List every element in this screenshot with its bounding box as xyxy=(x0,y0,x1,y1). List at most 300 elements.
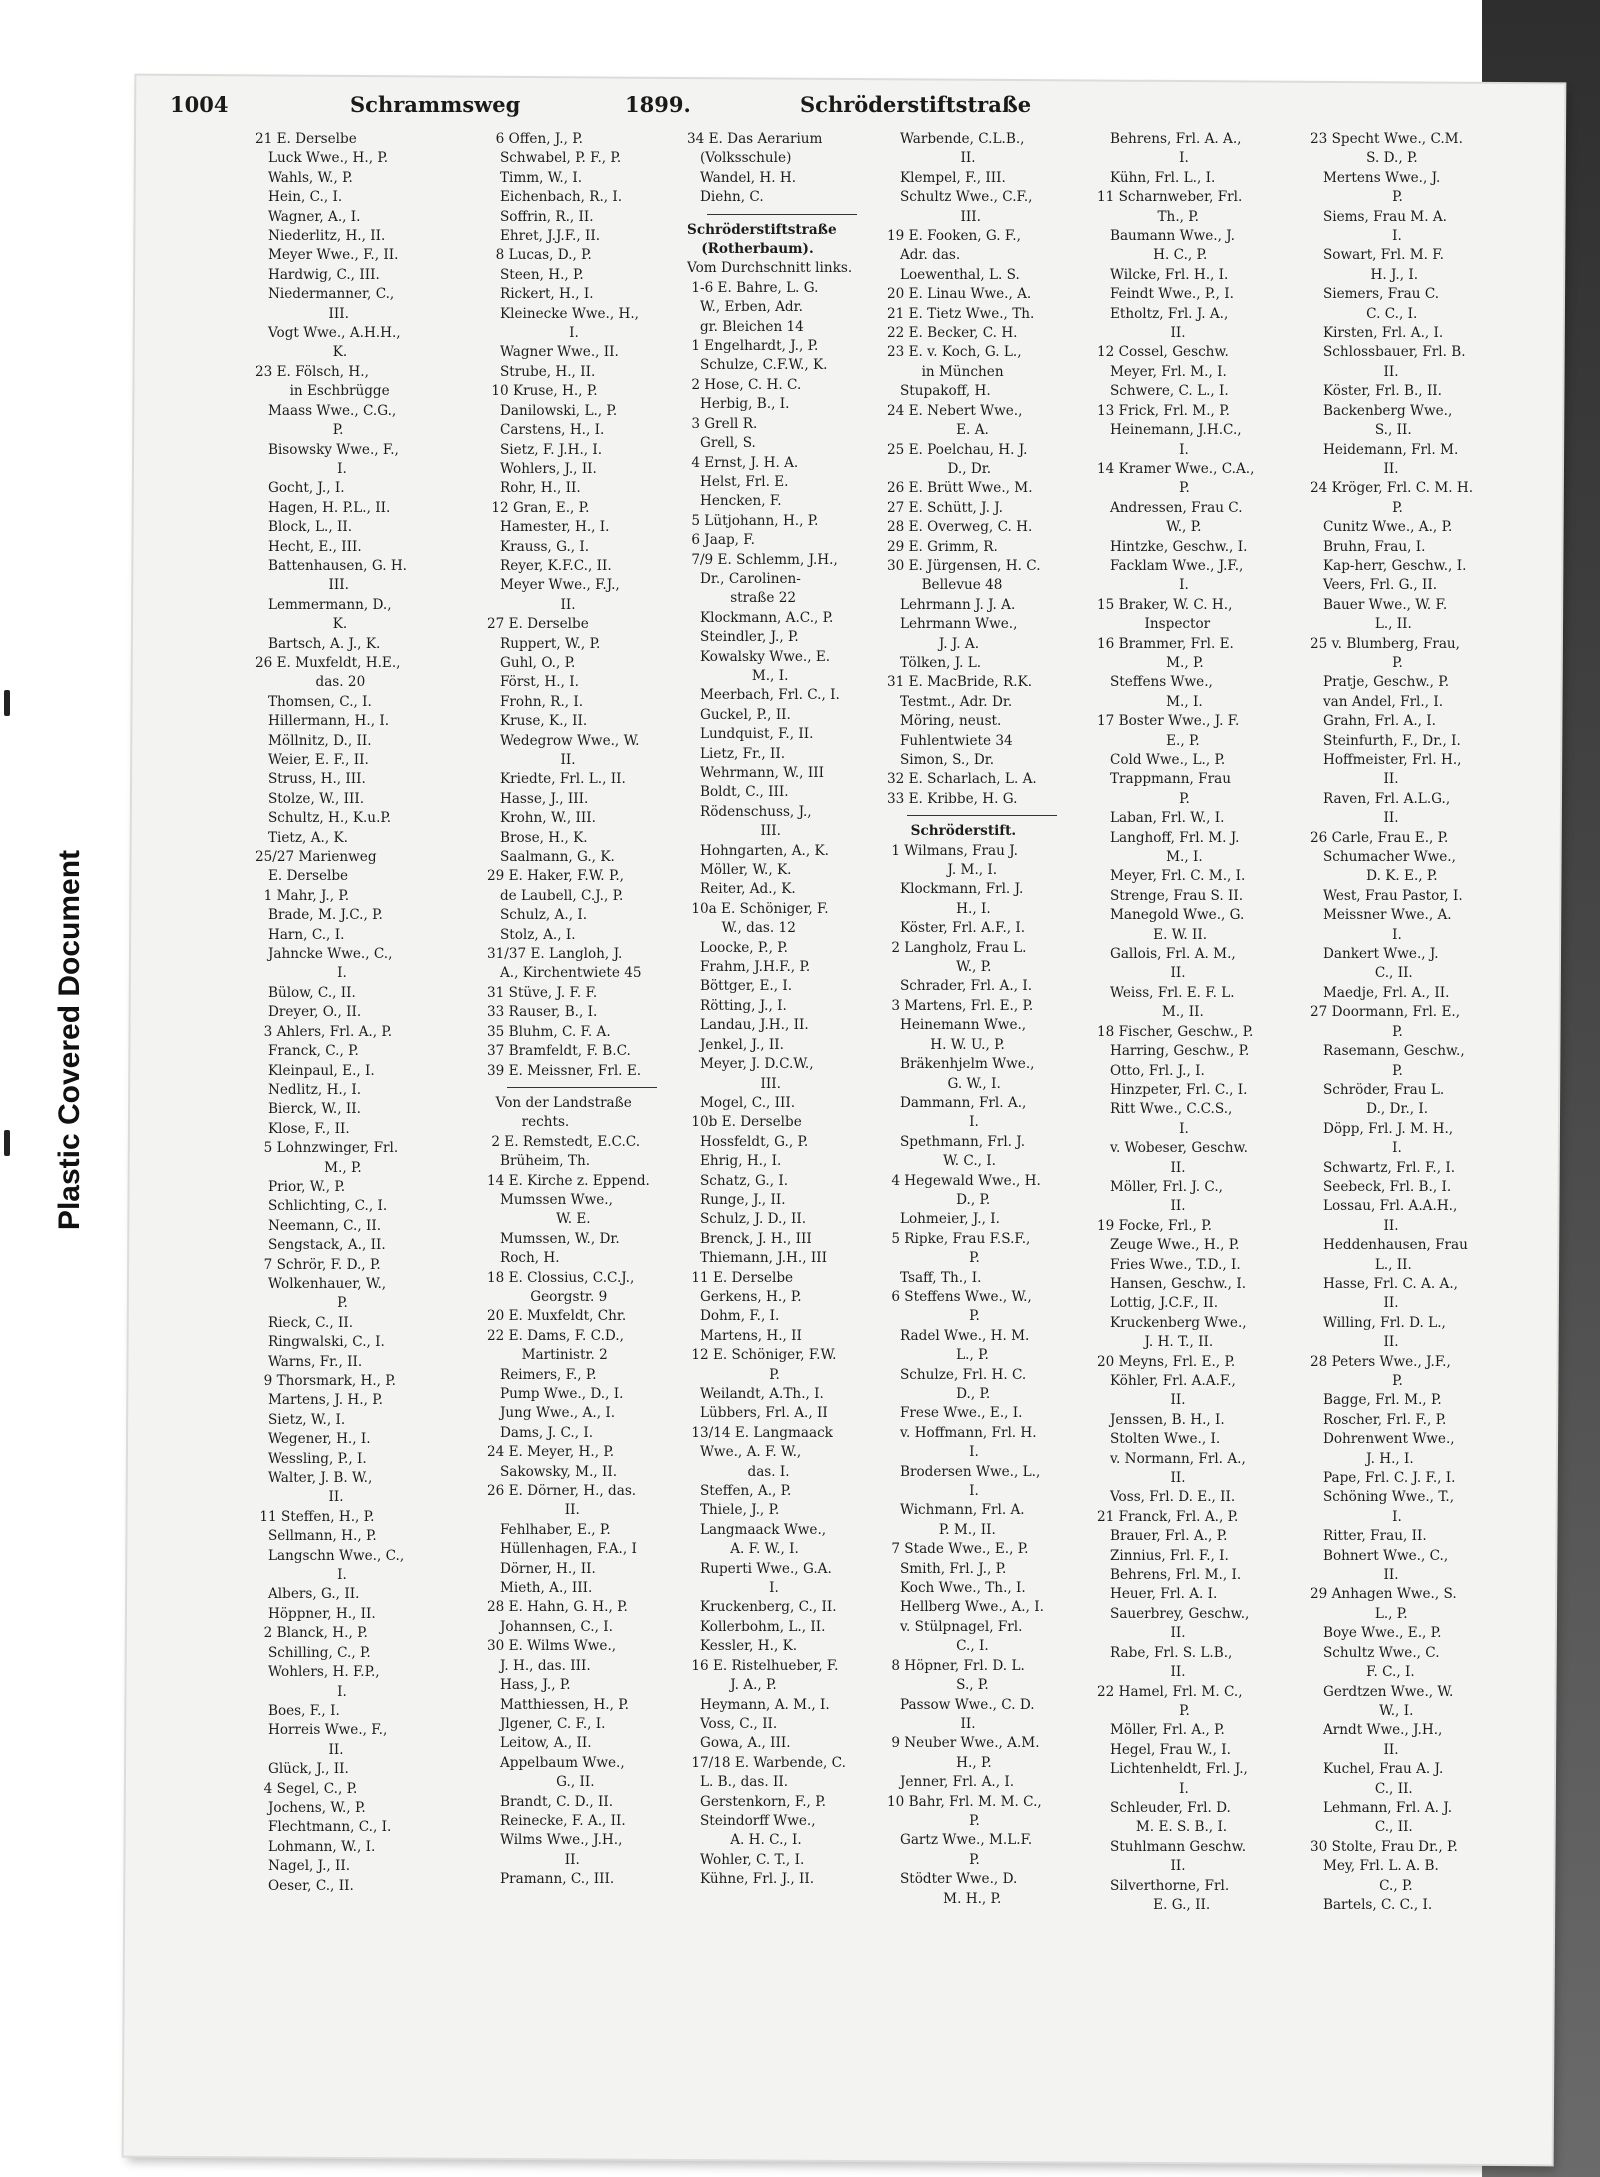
directory-line: M., I. xyxy=(1097,693,1203,710)
directory-line: Boldt, C., III. xyxy=(687,784,789,801)
directory-line: Albers, G., II. xyxy=(255,1586,360,1603)
directory-line: 25/27 Marienweg xyxy=(255,849,377,866)
directory-line: Hecht, E., III. xyxy=(255,538,362,555)
directory-line: Carstens, H., I. xyxy=(487,422,605,439)
directory-line: Bierck, W., II. xyxy=(255,1101,361,1118)
directory-line: Mey, Frl. L. A. B. xyxy=(1310,1858,1439,1875)
directory-line: Soffrin, R., II. xyxy=(487,208,594,225)
directory-line: P. xyxy=(1310,1062,1403,1079)
directory-line: E. W. II. xyxy=(1097,926,1208,943)
directory-line: II. xyxy=(1310,1334,1399,1351)
year-label: 1899. xyxy=(625,92,691,117)
column-1 xyxy=(255,130,460,2060)
directory-line: Först, H., I. xyxy=(487,674,579,691)
directory-line: Stödter Wwe., D. xyxy=(887,1871,1018,1888)
directory-line: Brüheim, Th. xyxy=(487,1153,591,1170)
directory-line: Möller, W., K. xyxy=(687,862,792,879)
directory-line: 29 Anhagen Wwe., S. xyxy=(1310,1586,1457,1603)
directory-line: 22 E. Dams, F. C.D., xyxy=(487,1327,624,1344)
directory-line: D., Dr., I. xyxy=(1310,1101,1429,1118)
directory-line: I. xyxy=(1310,926,1402,943)
directory-line: 9 Neuber Wwe., A.M. xyxy=(887,1735,1040,1752)
directory-line: Guhl, O., P. xyxy=(487,654,576,671)
directory-line: Siems, Frau M. A. xyxy=(1310,208,1447,225)
directory-line: Gocht, J., I. xyxy=(255,480,345,497)
directory-line: 4 Ernst, J. H. A. xyxy=(687,454,799,471)
directory-line: Rieck, C., II. xyxy=(255,1314,354,1331)
directory-line: Jenner, Frl. A., I. xyxy=(887,1774,1015,1791)
directory-line: W., I. xyxy=(1310,1702,1414,1719)
directory-line: Steffen, A., P. xyxy=(687,1483,792,1500)
directory-line: W., das. 12 xyxy=(687,920,796,937)
directory-line: Pramann, C., III. xyxy=(487,1871,615,1888)
directory-line: Kühn, Frl. L., I. xyxy=(1097,169,1216,186)
directory-line: I. xyxy=(487,325,579,342)
directory-line: in München xyxy=(887,363,1004,380)
directory-line: Guckel, P., II. xyxy=(687,706,791,723)
directory-line: in Eschbrügge xyxy=(255,383,390,400)
directory-line: M. H., P. xyxy=(887,1890,1002,1907)
directory-line: Wedegrow Wwe., W. xyxy=(487,732,640,749)
directory-line: Dams, J. C., I. xyxy=(487,1424,594,1441)
directory-line: Landau, J.H., II. xyxy=(687,1017,809,1034)
directory-line: J. J. A. xyxy=(887,635,980,652)
directory-line: Sengstack, A., II. xyxy=(255,1237,386,1254)
directory-line: I. xyxy=(1310,1140,1402,1157)
directory-line: Siemers, Frau C. xyxy=(1310,286,1440,303)
directory-line: Schultz, H., K.u.P. xyxy=(255,810,392,827)
directory-line: P. xyxy=(1097,1702,1190,1719)
directory-line: S. D., P. xyxy=(1310,150,1418,167)
directory-line: 33 Rauser, B., I. xyxy=(487,1004,598,1021)
directory-line: Schilling, C., P. xyxy=(255,1644,371,1661)
directory-line: II. xyxy=(255,1741,344,1758)
directory-line: L., P. xyxy=(1310,1605,1408,1622)
directory-line: Herbig, B., I. xyxy=(687,396,790,413)
directory-line: Boye Wwe., E., P. xyxy=(1310,1625,1442,1642)
directory-line: Lehmann, Frl. A. J. xyxy=(1310,1799,1453,1816)
directory-line: Lietz, Fr., II. xyxy=(687,745,786,762)
directory-line: II. xyxy=(487,1502,580,1519)
directory-line: Lottig, J.C.F., II. xyxy=(1097,1295,1219,1312)
directory-line: Maedje, Frl. A., II. xyxy=(1310,984,1450,1001)
directory-line: S., II. xyxy=(1310,422,1412,439)
directory-line: Köhler, Frl. A.A.F., xyxy=(1097,1373,1236,1389)
directory-line: Köster, Frl. B., II. xyxy=(1310,383,1443,400)
directory-line: Fuhlentwiete 34 xyxy=(887,732,1013,749)
directory-line: Langhoff, Frl. M. J. xyxy=(1097,829,1240,846)
directory-line: Stuhlmann Geschw. xyxy=(1097,1838,1247,1855)
directory-line: 2 Blanck, H., P. xyxy=(255,1625,368,1642)
directory-line: Strube, H., II. xyxy=(487,363,596,380)
directory-line: Adr. das. xyxy=(887,247,961,264)
directory-line: 22 Hamel, Frl. M. C., xyxy=(1097,1683,1243,1700)
directory-line: Gowa, A., III. xyxy=(687,1735,791,1752)
directory-line: Klempel, F., III. xyxy=(887,169,1006,186)
directory-line: 25 E. Poelchau, H. J. xyxy=(887,441,1028,458)
directory-line: Otto, Frl. J., I. xyxy=(1097,1062,1205,1079)
directory-line: Möller, Frl. J. C., xyxy=(1097,1178,1223,1195)
directory-line: II. xyxy=(1310,363,1399,380)
directory-line: Hegel, Frau W., I. xyxy=(1097,1741,1231,1758)
directory-line: Testmt., Adr. Dr. xyxy=(887,693,1013,710)
directory-line: Hein, C., I. xyxy=(255,189,343,206)
directory-line: Kriedte, Frl. L., II. xyxy=(487,771,626,788)
directory-line: Wohlers, J., II. xyxy=(487,460,597,477)
directory-line: Stolze, W., III. xyxy=(255,790,365,807)
directory-line: D., P. xyxy=(887,1386,991,1402)
directory-line: Simon, S., Dr. xyxy=(887,752,995,768)
directory-line: Frahm, J.H.F., P. xyxy=(687,959,811,976)
directory-line: 10 Kruse, H., P. xyxy=(487,383,598,400)
directory-line: F. C., I. xyxy=(1310,1664,1415,1681)
directory-line: L., II. xyxy=(1310,1256,1412,1273)
directory-line: I. xyxy=(1097,577,1189,594)
directory-line: Kap-herr, Geschw., I. xyxy=(1310,557,1467,574)
directory-line: (Volksschule) xyxy=(687,150,792,167)
directory-line: Zinnius, Frl. F., I. xyxy=(1097,1547,1229,1564)
directory-line: P. xyxy=(1310,499,1403,516)
directory-line: Schöning Wwe., T., xyxy=(1310,1489,1455,1506)
directory-line: Brose, H., K. xyxy=(487,829,588,846)
directory-line: Kleinpaul, E., I. xyxy=(255,1062,375,1079)
directory-line: Fehlhaber, E., P. xyxy=(487,1521,611,1538)
directory-line: Wahls, W., P. xyxy=(255,169,353,186)
directory-line: Gerkens, H., P. xyxy=(687,1288,802,1305)
directory-line: Meerbach, Frl. C., I. xyxy=(687,687,840,704)
directory-line: Hossfeldt, G., P. xyxy=(687,1133,809,1150)
directory-line: Voss, C., II. xyxy=(687,1715,778,1732)
directory-line: P. M., II. xyxy=(887,1521,996,1538)
directory-line: Wichmann, Frl. A. xyxy=(887,1502,1025,1519)
directory-line: Zeuge Wwe., H., P. xyxy=(1097,1237,1240,1254)
directory-line: 24 E. Meyer, H., P. xyxy=(487,1444,615,1461)
directory-line: II. xyxy=(1097,1858,1186,1875)
directory-line: Schultz Wwe., C.F., xyxy=(887,189,1033,206)
directory-line: Kruckenberg, C., II. xyxy=(687,1599,837,1616)
directory-line: Möllnitz, D., II. xyxy=(255,732,372,749)
directory-line: I. xyxy=(887,1444,979,1461)
directory-line: Lossau, Frl. A.A.H., xyxy=(1310,1198,1458,1215)
directory-line: Cunitz Wwe., A., P. xyxy=(1310,519,1453,536)
directory-line: Hansen, Geschw., I. xyxy=(1097,1275,1247,1292)
directory-line: 39 E. Meissner, Frl. E. xyxy=(487,1062,642,1079)
directory-line: Bartsch, A. J., K. xyxy=(255,635,381,652)
directory-line: 19 E. Fooken, G. F., xyxy=(887,228,1021,245)
directory-line: 31/37 E. Langloh, J. xyxy=(487,946,623,963)
directory-line: Backenberg Wwe., xyxy=(1310,402,1453,419)
directory-line: Maass Wwe., C.G., xyxy=(255,402,397,419)
directory-line: P. xyxy=(1310,1373,1403,1389)
directory-line: Heuer, Frl. A. I. xyxy=(1097,1586,1218,1603)
directory-line: 30 Stolte, Frau Dr., P. xyxy=(1310,1838,1458,1855)
directory-line: Glück, J., II. xyxy=(255,1761,349,1778)
directory-line: I. xyxy=(255,1567,347,1584)
directory-line: Grahn, Frl. A., I. xyxy=(1310,713,1436,730)
directory-line: E. Derselbe xyxy=(255,868,349,885)
directory-line: M. E. S. B., I. xyxy=(1097,1819,1228,1836)
directory-line: Rasemann, Geschw., xyxy=(1310,1043,1465,1060)
directory-line: 21 E. Derselbe xyxy=(255,131,357,147)
directory-line: Mieth, A., III. xyxy=(487,1580,593,1597)
directory-line: W. E. xyxy=(487,1211,591,1228)
section-rule xyxy=(507,1087,657,1088)
directory-line: Inspector xyxy=(1097,616,1211,633)
directory-line: Wilcke, Frl. H., I. xyxy=(1097,266,1229,283)
directory-line: I. xyxy=(1310,228,1402,245)
directory-line: III. xyxy=(687,823,781,840)
directory-line: Hohngarten, A., K. xyxy=(687,842,829,859)
directory-line: Jung Wwe., A., I. xyxy=(487,1405,616,1422)
directory-line: Passow Wwe., C. D. xyxy=(887,1696,1035,1713)
directory-line: Wohler, C. T., I. xyxy=(687,1851,805,1868)
directory-line: Hoffmeister, Frl. H., xyxy=(1310,752,1462,768)
directory-line: 12 E. Schöniger, F.W. xyxy=(687,1347,837,1364)
directory-line: Dohm, F., I. xyxy=(687,1308,780,1325)
directory-line: das. 20 xyxy=(255,674,366,691)
directory-line: Hass, J., P. xyxy=(487,1677,571,1694)
directory-line: 37 Bramfeldt, F. B.C. xyxy=(487,1043,631,1060)
directory-line: Lemmermann, D., xyxy=(255,596,392,613)
directory-line: Jochens, W., P. xyxy=(255,1799,366,1816)
directory-line: Gerdtzen Wwe., W. xyxy=(1310,1683,1454,1700)
left-street-title: Schrammsweg xyxy=(350,92,521,117)
directory-line: 21 Franck, Frl. A., P. xyxy=(1097,1508,1239,1525)
directory-line: Voss, Frl. D. E., II. xyxy=(1097,1489,1236,1506)
directory-line: Fries Wwe., T.D., I. xyxy=(1097,1256,1241,1273)
directory-line: C., I. xyxy=(887,1638,989,1655)
directory-line: Schröder, Frau L. xyxy=(1310,1081,1445,1098)
directory-line: Flechtmann, C., I. xyxy=(255,1819,392,1836)
right-street-title: Schröderstiftstraße xyxy=(800,92,1032,117)
directory-line: Koch Wwe., Th., I. xyxy=(887,1580,1026,1597)
directory-line: Weiss, Frl. E. F. L. xyxy=(1097,984,1235,1001)
directory-line: II. xyxy=(1097,1664,1186,1681)
directory-line: L. B., das. II. xyxy=(687,1774,789,1791)
directory-line: K. xyxy=(255,344,348,361)
directory-line: Mogel, C., III. xyxy=(687,1094,796,1111)
directory-line: W. C., I. xyxy=(887,1153,996,1170)
directory-line: II. xyxy=(887,150,976,167)
directory-line: II. xyxy=(1097,325,1186,342)
directory-line: Hasse, J., III. xyxy=(487,790,589,807)
directory-line: rechts. xyxy=(487,1114,570,1131)
directory-line: 24 Kröger, Frl. C. M. H. xyxy=(1310,480,1474,497)
directory-line: Battenhausen, G. H. xyxy=(255,557,408,574)
directory-line: 33 E. Kribbe, H. G. xyxy=(887,790,1018,807)
directory-line: M., I. xyxy=(687,667,789,684)
directory-line: Laban, Frl. W., I. xyxy=(1097,810,1225,827)
directory-line: Manegold Wwe., G. xyxy=(1097,907,1245,924)
directory-line: 32 E. Scharlach, L. A. xyxy=(887,771,1037,788)
directory-line: Schulz, J. D., II. xyxy=(687,1211,807,1228)
directory-line: H. W. U., P. xyxy=(887,1036,1005,1053)
directory-line: Rödenschuss, J., xyxy=(687,803,812,820)
directory-line: Cold Wwe., L., P. xyxy=(1097,752,1226,768)
directory-line: Schwabel, P. F., P. xyxy=(487,150,622,167)
directory-line: Prior, W., P. xyxy=(255,1178,346,1195)
directory-line: II. xyxy=(1097,965,1186,982)
directory-line: Stupakoff, H. xyxy=(887,383,991,400)
directory-line: 28 Peters Wwe., J.F., xyxy=(1310,1353,1451,1370)
directory-line: Loewenthal, L. S. xyxy=(887,266,1020,283)
directory-line: Brauer, Frl. A., P. xyxy=(1097,1528,1228,1545)
directory-line: 31 E. MacBride, R.K. xyxy=(887,674,1033,691)
directory-line: Brade, M. J.C., P. xyxy=(255,907,383,924)
directory-line: Meyer, Frl. C. M., I. xyxy=(1097,868,1246,885)
directory-line: W., P. xyxy=(887,959,992,976)
directory-line: 11 E. Derselbe xyxy=(687,1269,794,1286)
directory-line: C., P. xyxy=(1310,1877,1413,1894)
directory-line: 27 E. Derselbe xyxy=(487,616,589,633)
directory-line: 4 Segel, C., P. xyxy=(255,1780,358,1797)
directory-line: P. xyxy=(1097,480,1190,497)
directory-line: 31 Stüve, J. F. F. xyxy=(487,984,598,1001)
directory-line: das. I. xyxy=(687,1463,790,1480)
directory-line: Wandel, H. H. xyxy=(687,169,797,186)
directory-line: 4 Hegewald Wwe., H. xyxy=(887,1172,1041,1189)
directory-line: straße 22 xyxy=(687,590,796,607)
directory-line: Steffens Wwe., xyxy=(1097,674,1213,691)
directory-line: Jenkel, J., II. xyxy=(687,1036,784,1053)
directory-line: C., II. xyxy=(1310,965,1413,982)
directory-line: Jahncke Wwe., C., xyxy=(255,946,393,963)
directory-line: 15 Braker, W. C. H., xyxy=(1097,596,1233,613)
directory-line: Reimers, F., P. xyxy=(487,1366,597,1383)
page-number: 1004 xyxy=(170,92,229,117)
directory-line: Appelbaum Wwe., xyxy=(487,1754,625,1771)
directory-line: Kühne, Frl. J., II. xyxy=(687,1871,815,1888)
directory-line: Thiemann, J.H., III xyxy=(687,1250,827,1267)
directory-line: Andressen, Frau C. xyxy=(1097,499,1243,516)
directory-line: 13 Frick, Frl. M., P. xyxy=(1097,402,1230,419)
directory-line: Mumssen, W., Dr. xyxy=(487,1230,620,1247)
directory-line: Langmaack Wwe., xyxy=(687,1521,827,1538)
directory-line: 1 Mahr, J., P. xyxy=(255,887,350,904)
directory-line: 2 Langholz, Frau L. xyxy=(887,939,1027,956)
section-rule xyxy=(707,214,857,215)
directory-line: Tsaff, Th., I. xyxy=(887,1269,982,1286)
directory-line: 20 E. Muxfeldt, Chr. xyxy=(487,1308,627,1325)
directory-line: Baumann Wwe., J. xyxy=(1097,228,1235,245)
directory-line: Döpp, Frl. J. M. H., xyxy=(1310,1120,1454,1137)
directory-line: 30 E. Jürgensen, H. C. xyxy=(887,557,1041,574)
directory-line: I. xyxy=(687,1580,779,1597)
directory-line: Klockmann, Frl. J. xyxy=(887,881,1024,898)
directory-line: Strenge, Frau S. II. xyxy=(1097,887,1244,904)
directory-line: J. H., das. III. xyxy=(487,1657,591,1674)
directory-line: Langschn Wwe., C., xyxy=(255,1547,405,1564)
directory-line: II. xyxy=(1097,1392,1186,1409)
directory-line: Gartz Wwe., M.L.F. xyxy=(887,1832,1033,1849)
directory-line: Kuchel, Frau A. J. xyxy=(1310,1761,1444,1778)
directory-line: Sauerbrey, Geschw., xyxy=(1097,1605,1250,1622)
directory-line: Schwere, C. L., I. xyxy=(1097,383,1229,400)
directory-line: P. xyxy=(1310,189,1403,206)
directory-line: C. C., I. xyxy=(1310,305,1418,322)
directory-line: Dr., Carolinen- xyxy=(687,570,801,587)
directory-line: Facklam Wwe., J.F., xyxy=(1097,557,1244,574)
directory-line: II. xyxy=(1310,460,1399,477)
directory-line: Hamester, H., I. xyxy=(487,519,610,536)
directory-line: C., II. xyxy=(1310,1819,1413,1836)
column-4 xyxy=(887,130,1092,2060)
directory-line: E. G., II. xyxy=(1097,1896,1211,1913)
directory-line: 11 Scharnweber, Frl. xyxy=(1097,189,1243,206)
directory-line: Bräkenhjelm Wwe., xyxy=(887,1056,1035,1073)
directory-line: Von der Landstraße xyxy=(487,1094,632,1111)
directory-line: Tietz, A., K. xyxy=(255,829,348,846)
directory-line: 3 Ahlers, Frl. A., P. xyxy=(255,1023,393,1040)
directory-line: 2 E. Remstedt, E.C.C. xyxy=(487,1133,641,1150)
directory-line: Schwartz, Frl. F., I. xyxy=(1310,1159,1456,1176)
directory-line: Heddenhausen, Frau xyxy=(1310,1237,1468,1254)
directory-line: Kleinecke Wwe., H., xyxy=(487,305,639,322)
directory-line: Pump Wwe., D., I. xyxy=(487,1386,624,1402)
directory-line: M., P. xyxy=(255,1159,362,1176)
directory-line: Kollerbohm, L., II. xyxy=(687,1618,826,1635)
directory-line: 6 Offen, J., P. xyxy=(487,131,583,147)
directory-line: I. xyxy=(887,1114,979,1131)
directory-line: Timm, W., I. xyxy=(487,169,583,186)
directory-line: v. Stülpnagel, Frl. xyxy=(887,1618,1023,1635)
directory-line: Brandt, C. D., II. xyxy=(487,1793,614,1810)
directory-line: Roscher, Frl. F., P. xyxy=(1310,1411,1447,1428)
directory-line: II. xyxy=(487,752,576,768)
column-5 xyxy=(1097,130,1302,2060)
directory-line: Loocke, P., P. xyxy=(687,939,788,956)
directory-line: Hardwig, C., III. xyxy=(255,266,380,283)
directory-line: P. xyxy=(887,1851,980,1868)
directory-line: Gerstenkorn, F., P. xyxy=(687,1793,826,1810)
directory-line: Frohn, R., I. xyxy=(487,693,584,710)
directory-line: 6 Steffens Wwe., W., xyxy=(887,1288,1032,1305)
directory-line: Gallois, Frl. A. M., xyxy=(1097,946,1236,963)
directory-line: Meyer, J. D.C.W., xyxy=(687,1056,814,1073)
directory-line: 1 Wilmans, Frau J. xyxy=(887,842,1018,859)
directory-line: Th., P. xyxy=(1097,208,1199,225)
directory-line: Hencken, F. xyxy=(687,493,782,510)
directory-line: Thomsen, C., I. xyxy=(255,693,372,710)
directory-line: Brodersen Wwe., L., xyxy=(887,1463,1041,1480)
directory-line: Horreis Wwe., F., xyxy=(255,1722,388,1739)
directory-line: Brenck, J. H., III xyxy=(687,1230,812,1247)
column-3 xyxy=(687,130,892,2060)
directory-line: Wohlers, H. F.P., xyxy=(255,1664,380,1681)
directory-line: Danilowski, L., P. xyxy=(487,402,618,419)
directory-line: E. A. xyxy=(887,422,989,439)
directory-line: Spethmann, Frl. J. xyxy=(887,1133,1026,1150)
directory-line: Bauer Wwe., W. F. xyxy=(1310,596,1448,613)
directory-line: C., II. xyxy=(1310,1780,1413,1797)
directory-line: Wehrmann, W., III xyxy=(687,765,824,781)
directory-line: Boes, F., I. xyxy=(255,1702,340,1719)
directory-line: Frese Wwe., E., I. xyxy=(887,1405,1023,1422)
directory-line: 21 E. Tietz Wwe., Th. xyxy=(887,305,1035,322)
directory-line: II. xyxy=(487,1851,580,1868)
directory-line: M., II. xyxy=(1097,1004,1204,1021)
directory-line: Ritt Wwe., C.C.S., xyxy=(1097,1101,1233,1118)
directory-line: Meyer Wwe., F., II. xyxy=(255,247,399,264)
directory-line: Schatz, G., I. xyxy=(687,1172,789,1189)
directory-line: Schultz Wwe., C. xyxy=(1310,1644,1440,1661)
directory-line: Eichenbach, R., I. xyxy=(487,189,623,206)
directory-line: 17/18 E. Warbende, C. xyxy=(687,1754,846,1771)
directory-line: 16 Brammer, Frl. E. xyxy=(1097,635,1234,652)
directory-line: Veers, Frl. G., II. xyxy=(1310,577,1438,594)
directory-line: Krauss, G., I. xyxy=(487,538,590,555)
directory-line: I. xyxy=(1097,1780,1189,1797)
